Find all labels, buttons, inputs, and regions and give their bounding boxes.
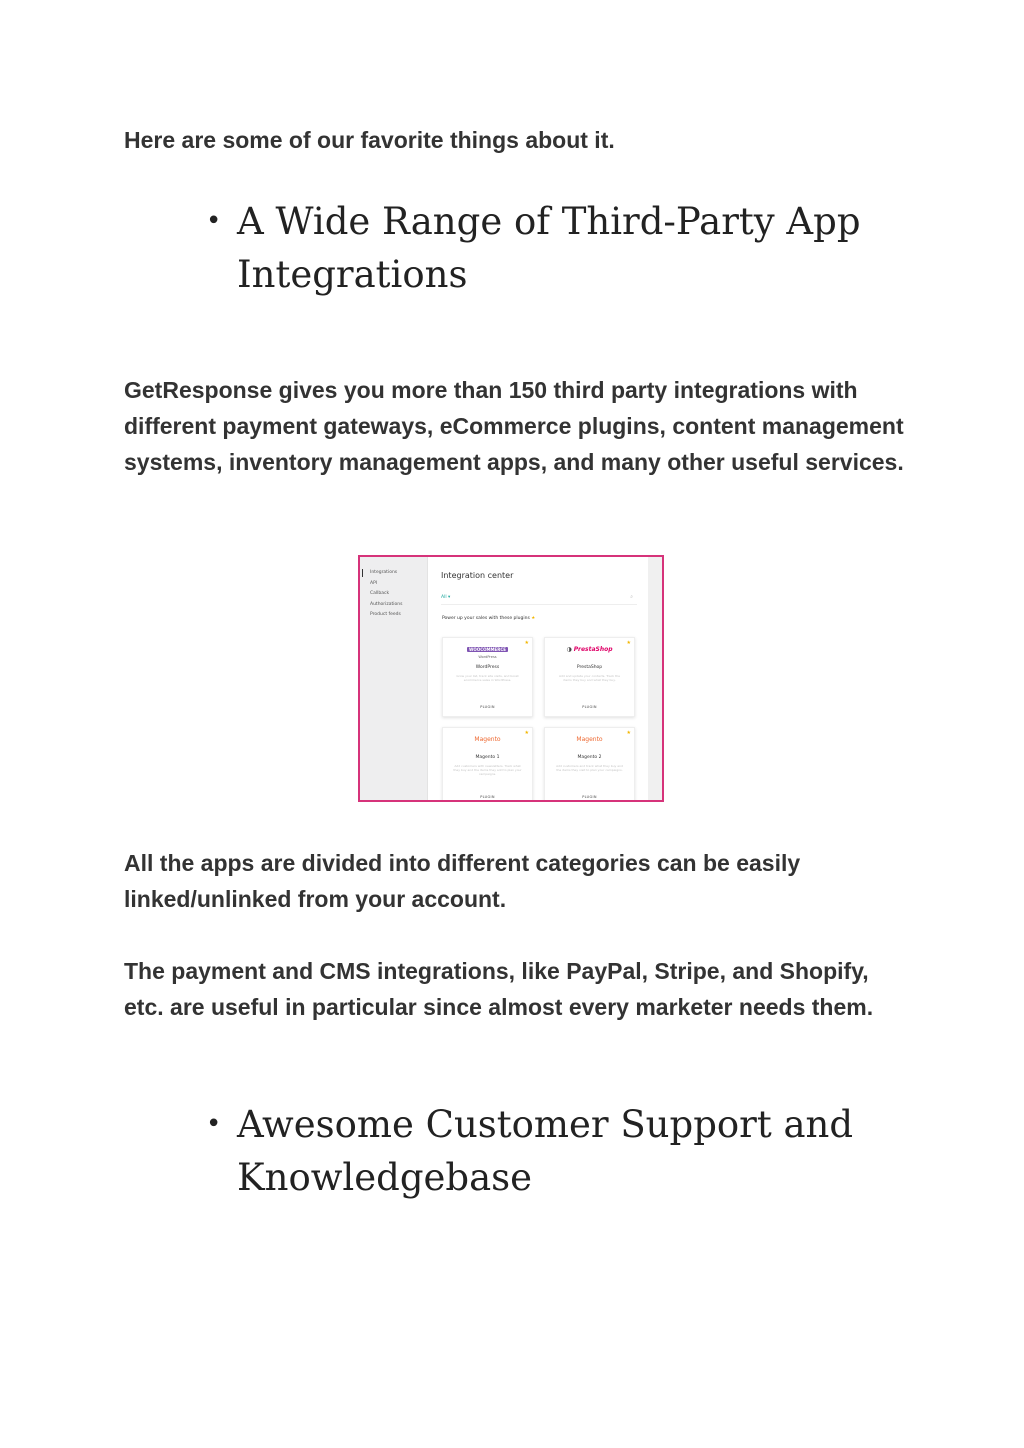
prestashop-icon: ◑ bbox=[566, 646, 572, 653]
search-icon: ⌕ bbox=[630, 594, 633, 600]
card-type-label: PLUGIN bbox=[480, 705, 495, 709]
powerup-caption bbox=[442, 616, 535, 621]
star-icon: ★ bbox=[626, 640, 631, 646]
integration-center-screenshot bbox=[358, 555, 664, 802]
card-title: PrestaShop bbox=[576, 665, 603, 670]
plugin-card-prestashop bbox=[544, 637, 635, 717]
powerup-text: Power up your sales with these plugins bbox=[442, 616, 530, 621]
card-type-label: PLUGIN bbox=[582, 705, 597, 709]
sidebar-item-integrations: Integrations bbox=[370, 570, 398, 575]
prestashop-logo: ◑ PrestaShop bbox=[566, 646, 613, 653]
integrations-paragraph: GetResponse gives you more than 150 third party integrations with different payment gateways, eCommerce plugins, content management systems, inventory management apps, and many other useful services. bbox=[124, 377, 904, 475]
screenshot-scrollbar bbox=[648, 557, 662, 800]
wordpress-logo: WordPress bbox=[478, 655, 497, 659]
card-type-label: PLUGIN bbox=[582, 795, 597, 799]
card-description: Add and update your contacts. Track the items they buy and what they buy. bbox=[558, 674, 620, 682]
card-description: Add customers with newsletters. Track what they buy and the items they add to plan your campaigns. bbox=[453, 764, 522, 776]
star-icon: ★ bbox=[531, 616, 536, 621]
plugin-card-magento-2 bbox=[544, 727, 635, 802]
sidebar-item-authorizations: Authorizations bbox=[370, 602, 403, 607]
star-icon: ★ bbox=[626, 730, 631, 736]
sidebar-item-product-feeds: Product feeds bbox=[370, 612, 401, 617]
plugin-card-magento-1 bbox=[442, 727, 533, 802]
card-type-label: PLUGIN bbox=[480, 795, 495, 799]
filter-row bbox=[441, 593, 637, 605]
feature-heading-integrations bbox=[206, 195, 906, 301]
feature-heading-text: Awesome Customer Support and Knowledgebase bbox=[237, 1103, 854, 1199]
filter-dropdown: All ▾ bbox=[441, 595, 451, 600]
sidebar-item-callback: Callback bbox=[370, 591, 390, 596]
categories-paragraph: All the apps are divided into different categories can be easily linked/unlinked from your account. bbox=[124, 850, 801, 912]
integration-center-title: Integration center bbox=[441, 571, 514, 580]
sidebar-active-indicator bbox=[362, 569, 363, 577]
feature-heading-text: A Wide Range of Third-Party App Integrations bbox=[237, 200, 861, 296]
card-title: Magento 1 bbox=[475, 755, 500, 760]
star-icon: ★ bbox=[524, 640, 529, 646]
bullet-icon: • bbox=[206, 1109, 222, 1139]
plugin-card-wordpress bbox=[442, 637, 533, 717]
card-description: Add customers and track what they buy and the items they visit to plan your campaigns. bbox=[556, 764, 623, 772]
intro-paragraph: Here are some of our favorite things about it. bbox=[124, 127, 615, 153]
star-icon: ★ bbox=[524, 730, 529, 736]
card-title: WordPress bbox=[475, 665, 500, 670]
screenshot-main bbox=[428, 557, 650, 800]
screenshot-sidebar bbox=[360, 557, 428, 800]
sidebar-item-api: API bbox=[370, 581, 378, 586]
magento-logo: Magento bbox=[474, 736, 501, 743]
feature-heading-support bbox=[206, 1098, 906, 1204]
payment-cms-paragraph: The payment and CMS integrations, like PayPal, Stripe, and Shopify, etc. are useful in particular since almost every marketer needs them. bbox=[124, 958, 874, 1020]
magento-logo: Magento bbox=[576, 736, 603, 743]
bullet-icon: • bbox=[206, 206, 222, 236]
card-title: Magento 2 bbox=[577, 755, 602, 760]
woocommerce-logo: WOOCOMMERCE bbox=[469, 647, 506, 652]
card-description: Grow your list, track site visits, and boost ecommerce sales in WordPress. bbox=[456, 674, 519, 682]
